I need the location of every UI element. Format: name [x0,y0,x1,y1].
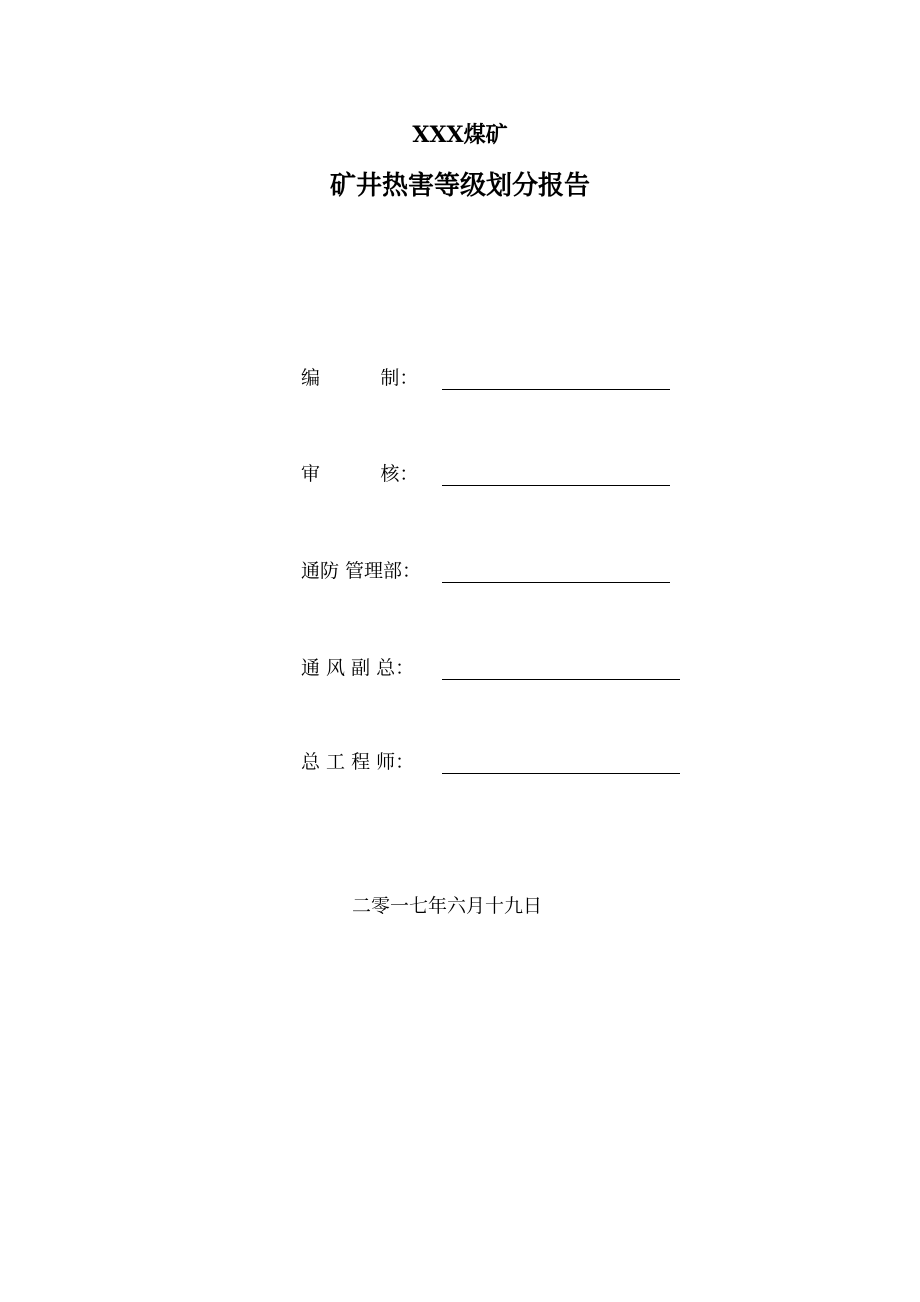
signature-label: 总 工 程 师： [301,751,415,773]
signature-line[interactable] [442,773,680,774]
report-title: 矿井热害等级划分报告 [329,171,590,201]
report-date: 二零一七年六月十九日 [352,895,543,917]
signature-line[interactable] [442,389,670,390]
signature-label: 编 制： [301,367,419,389]
signature-label: 通 风 副 总： [301,657,415,679]
signature-line[interactable] [442,485,670,486]
signature-line[interactable] [442,679,680,680]
signature-label: 审 核： [301,463,419,485]
company-name: XXX煤矿 [412,122,508,148]
signature-line[interactable] [442,582,670,583]
signature-label: 通防 管理部： [301,560,422,582]
